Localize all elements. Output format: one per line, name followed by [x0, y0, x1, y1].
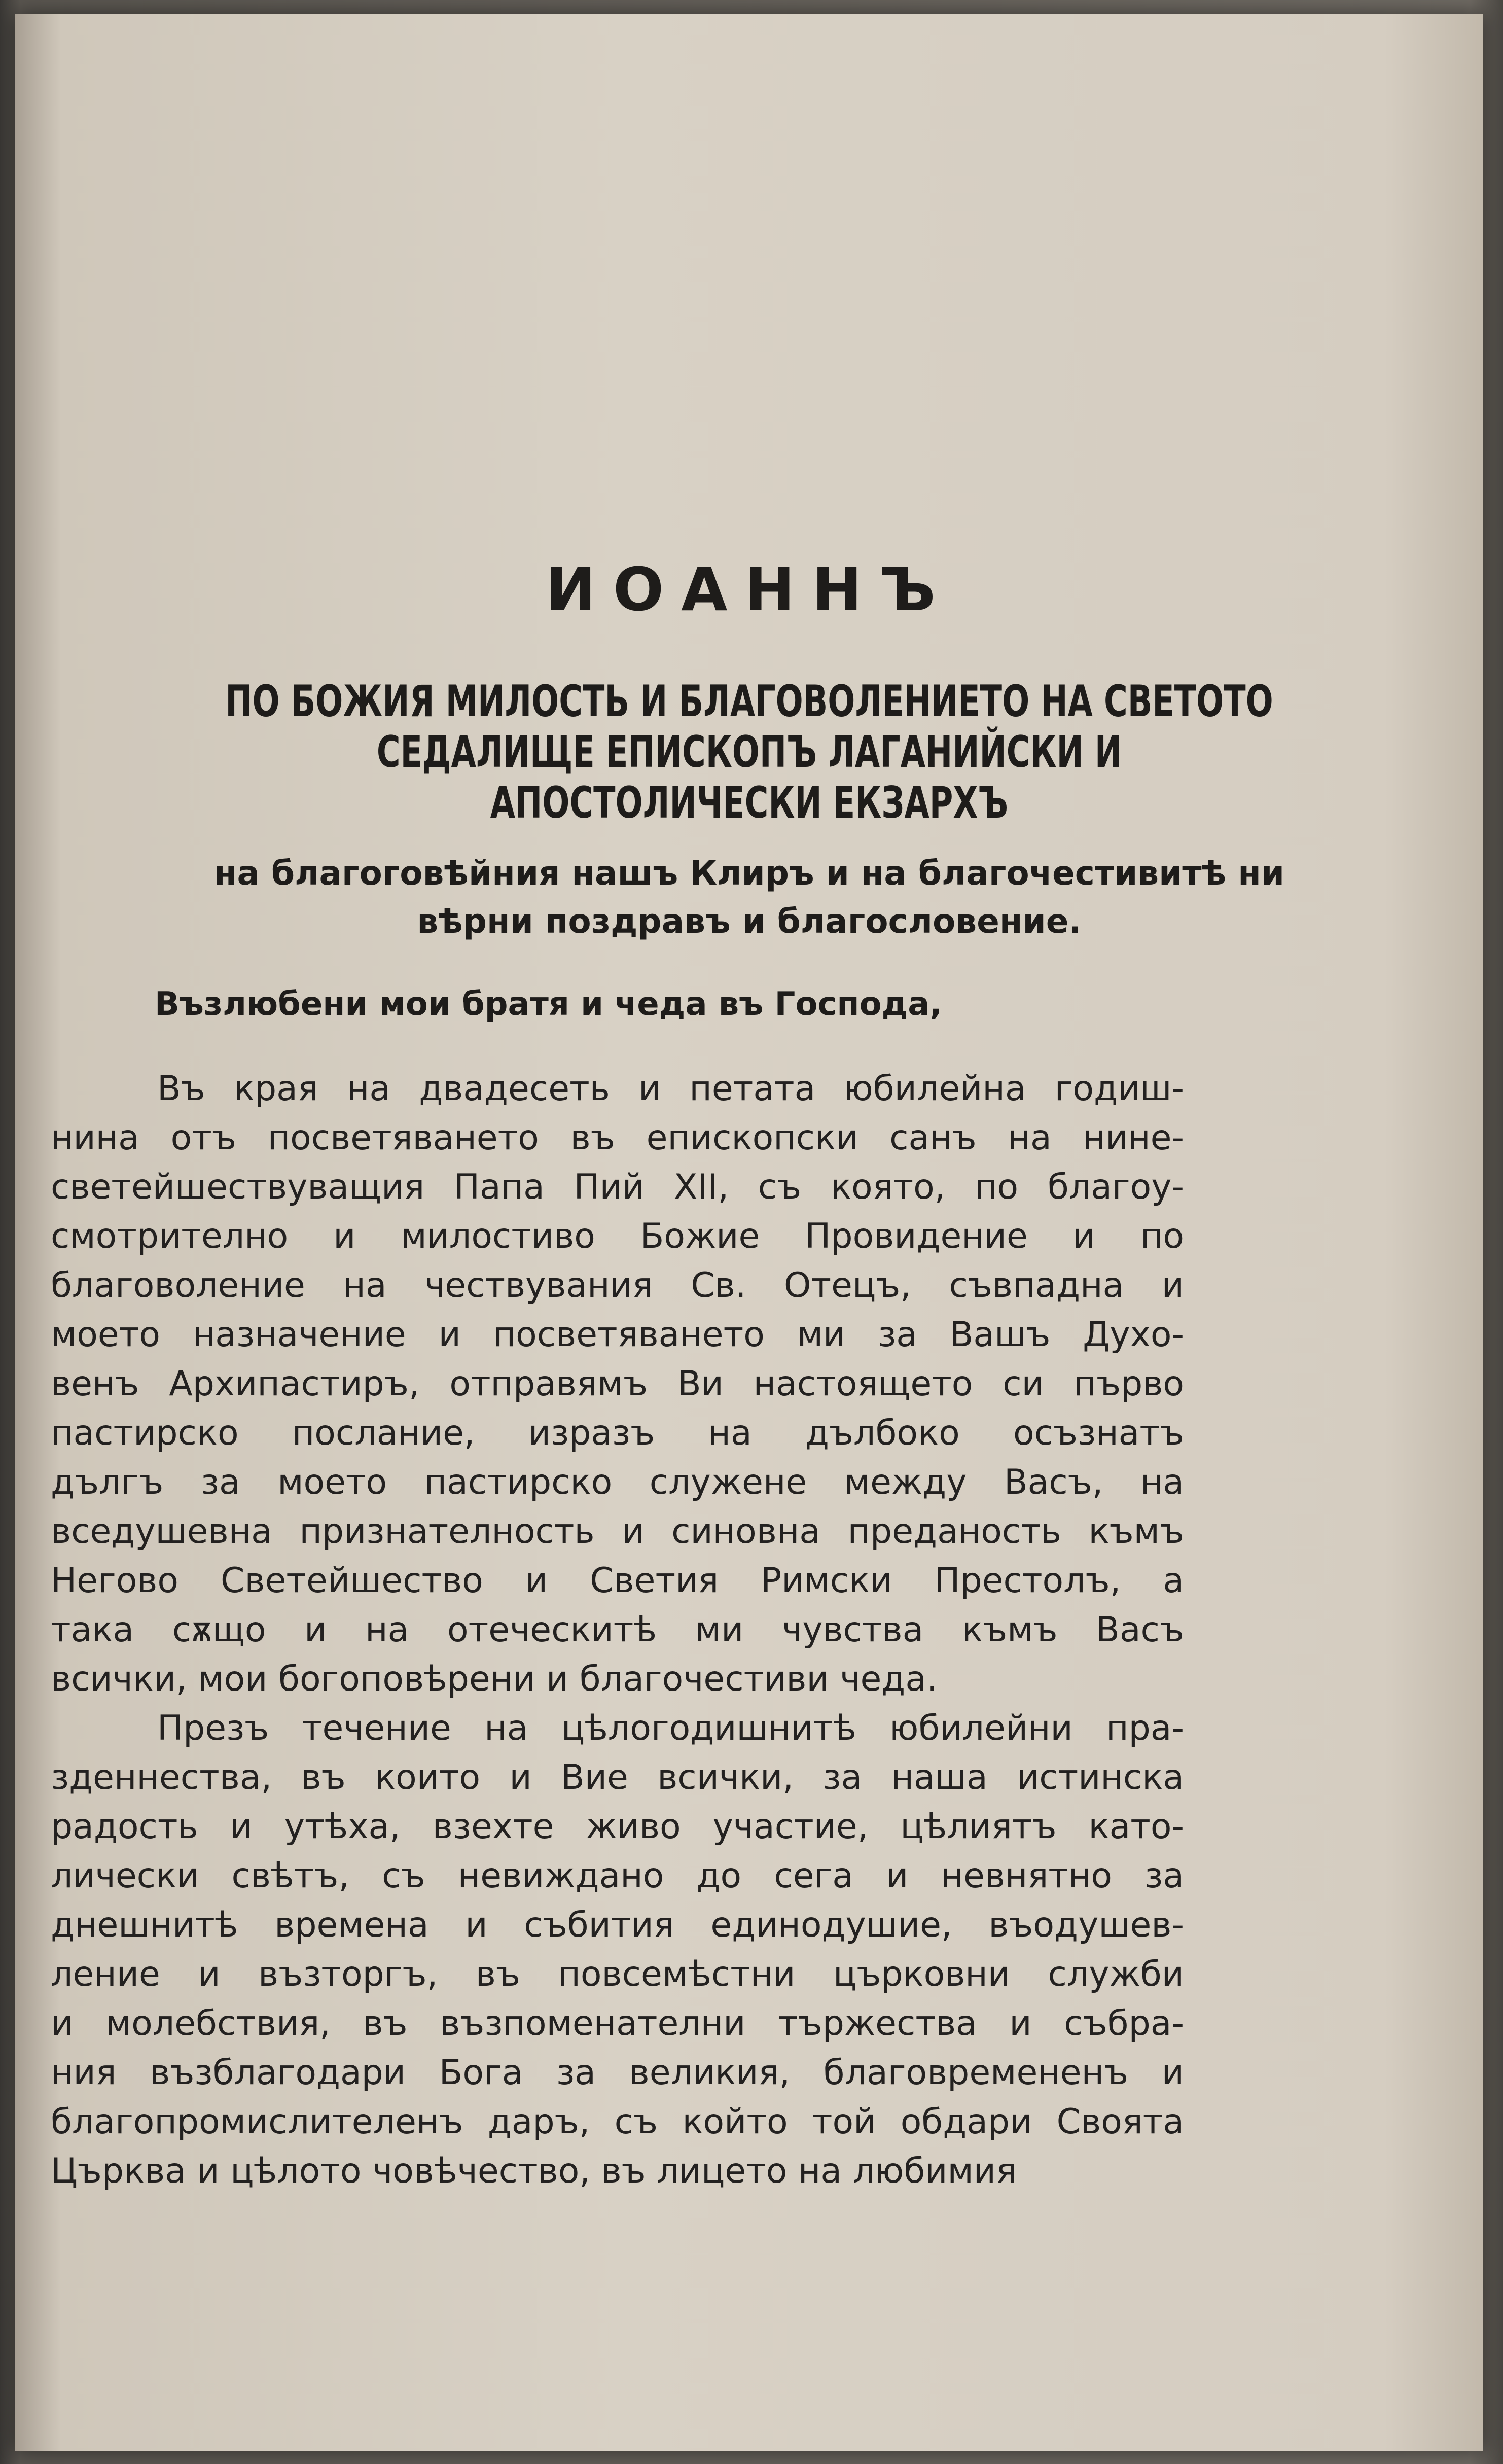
- text-line: Църква и цѣлото човѣчество, въ лицето на любимия: [51, 2151, 1017, 2191]
- text-line: благоволение на чествувания Св. Отецъ, съвпадна и: [51, 1265, 1184, 1306]
- text-line: така сѫщо и на отеческитѣ ми чувства къмъ Васъ: [51, 1610, 1184, 1650]
- text-line: ление и възторгъ, въ повсемѣстни църковни служби: [51, 1954, 1184, 1994]
- dedication-line-1: на благоговѣйния нашъ Клиръ и на благочестивитѣ ни: [213, 854, 1285, 893]
- paragraph-1: [51, 1064, 1184, 1704]
- page-title: ИОАННЪ: [546, 554, 953, 624]
- dedication-line-2: вѣрни поздравъ и благословение.: [417, 902, 1082, 941]
- text-line: пастирско послание, изразъ на дълбоко осъзнатъ: [51, 1413, 1184, 1453]
- paragraph-2: [51, 1704, 1184, 2196]
- text-line: светейшествуващия Папа Пий XII, съ която, по благоу-: [51, 1167, 1184, 1207]
- text-line: Въ края на двадесеть и петата юбилейна годиш-: [157, 1069, 1184, 1109]
- text-line: Презъ течение на цѣлогодишнитѣ юбилейни пра-: [157, 1708, 1184, 1748]
- text-line: радость и утѣха, взехте живо участие, цѣлиятъ като-: [51, 1807, 1184, 1847]
- text-line: зденнества, въ които и Вие всички, за наша истинска: [51, 1757, 1184, 1798]
- text-line: вседушевна признателность и синовна преданость къмъ: [51, 1511, 1184, 1552]
- text-line: моето назначение и посветяването ми за Вашъ Духо-: [51, 1315, 1184, 1355]
- text-line: смотрително и милостиво Божие Провидение и по: [51, 1216, 1184, 1256]
- text-line: ния възблагодари Бога за великия, благовремененъ и: [51, 2053, 1184, 2093]
- text-line: и молебствия, въ възпоменателни тържества и събра-: [51, 2003, 1184, 2044]
- salutation: Възлюбени мои братя и чеда въ Господа,: [155, 985, 942, 1023]
- text-line: благопромислителенъ даръ, съ който той обдари Своята: [51, 2102, 1184, 2142]
- text-line: дългъ за моето пастирско служене между Васъ, на: [51, 1462, 1184, 1502]
- text-line: нина отъ посветяването въ епископски санъ на нине-: [51, 1118, 1184, 1158]
- heading-line-3: АПОСТОЛИЧЕСКИ ЕКЗАРХЪ: [490, 778, 1009, 828]
- body-text: [51, 1064, 1184, 2196]
- text-line: днешнитѣ времена и събития единодушие, въодушев-: [51, 1905, 1184, 1945]
- book-page: [15, 14, 1483, 2451]
- text-line: всички, мои богоповѣрени и благочестиви чеда.: [51, 1659, 938, 1699]
- heading-line-1: ПО БОЖИЯ МИЛОСТЬ И БЛАГОВОЛЕНИЕТО НА СВЕТОТО: [225, 676, 1273, 727]
- text-line: Негово Светейшество и Светия Римски Престолъ, а: [51, 1561, 1184, 1601]
- heading-line-2: СЕДАЛИЩЕ ЕПИСКОПЪ ЛАГАНИЙСКИ И: [376, 727, 1122, 778]
- text-line: венъ Архипастиръ, отправямъ Ви настоящето си първо: [51, 1364, 1184, 1404]
- text-line: лически свѣтъ, съ невиждано до сега и невнятно за: [51, 1856, 1184, 1896]
